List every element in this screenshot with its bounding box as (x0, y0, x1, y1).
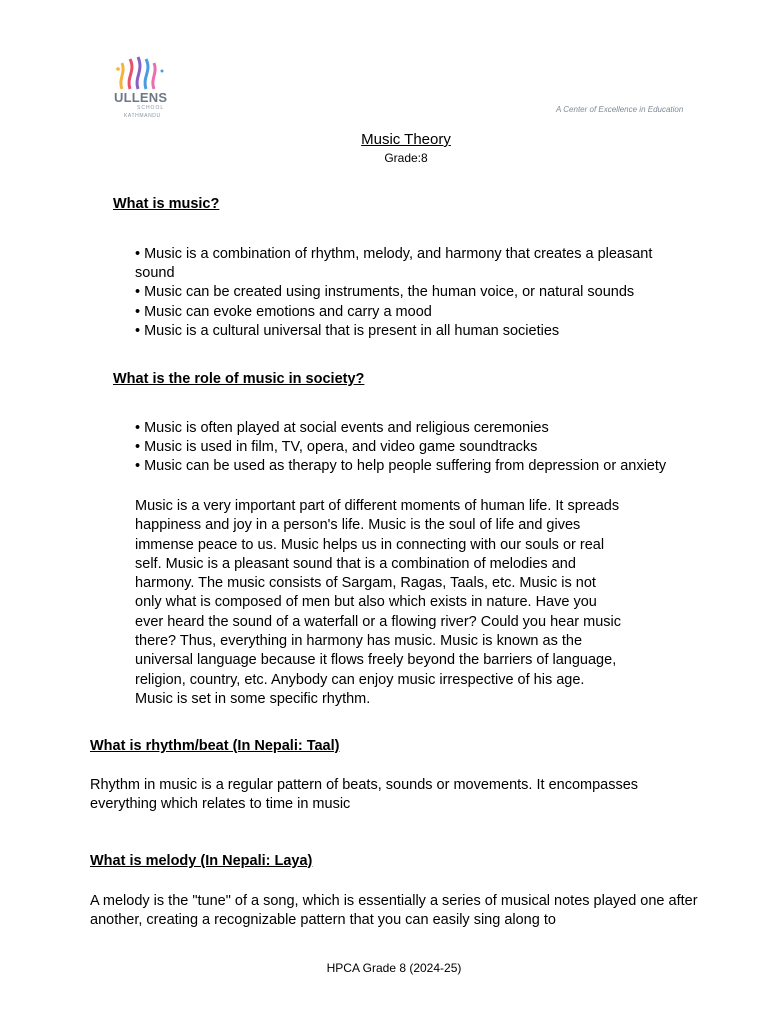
paragraph-rhythm: Rhythm in music is a regular pattern of beats, sounds or movements. It encompasses everything which relates to time in music (90, 777, 639, 813)
section-heading-rhythm: What is rhythm/beat (In Nepali: Taal) (90, 738, 340, 754)
list-item: • Music can be created using instruments, the human voice, or natural sounds (135, 284, 635, 301)
paragraph-music-importance: Music is a very important part of different moments of human life. It spreads happiness and joy in a person's life. Music is the soul of life and gives immense peace to us. Music helps us in connecting with our souls or real self. Music is a pleasant sound that is a combination of melodies and harmony. The music consists of Sargam, Ragas, Taals, etc. Music is not only what is composed of men but also which exists in nature. Have you ever heard the sound of a waterfall or a flowing river? Could you hear music there? Thus, everything in harmony has music. Music is known as the universal language because it flows freely beyond the barriers of language, religion, country, etc. Anybody can enjoy music irrespective of his age. Music is set in some specific rhythm. (135, 498, 622, 707)
school-logo (112, 55, 176, 125)
section-heading-role-of-music: What is the role of music in society? (113, 371, 365, 387)
page-footer: HPCA Grade 8 (2024-25) (326, 961, 462, 975)
list-item: • Music is used in film, TV, opera, and video game soundtracks (135, 439, 538, 456)
paragraph-melody: A melody is the "tune" of a song, which is essentially a series of musical notes played one after another, creating a recognizable pattern that you can easily sing along to (90, 893, 698, 929)
logo-sub: SCHOOL (137, 105, 165, 111)
tagline: A Center of Excellence in Education (556, 105, 684, 114)
page-title: Music Theory (361, 131, 451, 148)
list-item: • Music is a cultural universal that is present in all human societies (135, 322, 560, 339)
list-item: • Music is often played at social events and religious ceremonies (135, 420, 549, 436)
logo-mark-icon (112, 55, 176, 91)
section-heading-melody: What is melody (In Nepali: Laya) (90, 853, 313, 869)
grade-label: Grade:8 (384, 151, 428, 165)
bullet-list-music (135, 245, 695, 341)
logo-location: KATHMANDU (124, 113, 161, 119)
logo-name: ULLENS (114, 90, 168, 105)
section-heading-what-is-music: What is music? (113, 196, 220, 212)
list-item: • Music is a combination of rhythm, melody, and harmony that creates a pleasant sound (135, 246, 653, 282)
list-item: • Music can evoke emotions and carry a mood (135, 303, 432, 320)
bullet-list-role (135, 419, 735, 477)
list-item: • Music can be used as therapy to help people suffering from depression or anxiety (135, 458, 667, 475)
